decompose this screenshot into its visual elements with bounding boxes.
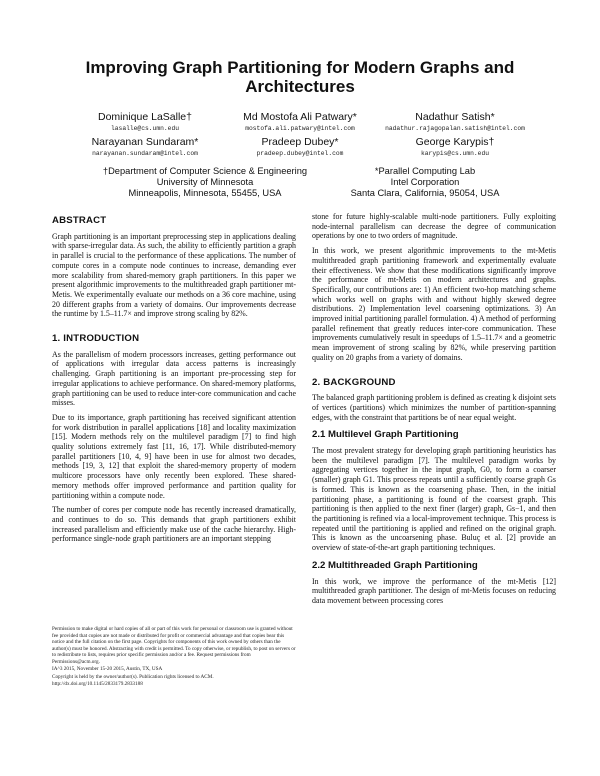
right-column xyxy=(312,212,556,611)
author-email: karypis@cs.umn.edu xyxy=(420,150,490,157)
doi-link[interactable]: http://dx.doi.org/10.1145/2833179.2833188 xyxy=(52,681,143,687)
author-email: mostofa.ali.patwary@intel.com xyxy=(245,125,355,132)
author-block xyxy=(215,111,385,133)
author-name: Dominique LaSalle† xyxy=(98,111,192,123)
author-block xyxy=(60,136,230,158)
author-name: Pradeep Dubey* xyxy=(261,136,339,148)
author-name: Md Mostofa Ali Patwary* xyxy=(243,111,357,123)
paper-title: Improving Graph Partitioning for Modern Graphs and Architectures xyxy=(85,58,515,96)
author-email: narayanan.sundaram@intel.com xyxy=(92,150,198,157)
left-column xyxy=(52,212,296,549)
affiliation-line: †Department of Computer Science & Engineering xyxy=(102,166,308,176)
affiliation-umn xyxy=(85,166,325,199)
background-paragraph: The balanced graph partitioning problem is defined as creating k disjoint sets of vertices (partitions) which minimizes the number of partition-spanning edges, with the constraint that partitions be of near equal weight. xyxy=(312,393,556,422)
author-email: lasalle@cs.umn.edu xyxy=(110,125,180,132)
multilevel-paragraph: The most prevalent strategy for developing graph partitioning heuristics has been the multilevel paradigm [7]. The multilevel paradigm works by aggregating vertices together in the input graph, G0, to form a coarser (smaller) graph G1. This process repeats until a sufficiently coarse graph Gs is formed. This is known as the coarsening phase. Then, in the initial partitioning phase, a partitioning is found of the coarsest graph. This partitioning is then applied to the next finer (larger) graph, Gs−1, and then the partitioning is refined via a local-improvement technique. This process is repeated until the partitioning is applied and refined on the original graph. This is known as the uncoarsening phase. Buluç et al. [2] provide an overview of state-of-the-art graph partitioning techniques. xyxy=(312,446,556,553)
conference-line: IA^3 2015, November 15-20 2015, Austin, TX, USA xyxy=(52,666,163,672)
abstract-text: Graph partitioning is an important preprocessing step in applications dealing with sparse-irregular data. As such, the ability to efficiently partition a graph in parallel is crucial to the performance of these applications. The number of compute cores in a compute node continues to increase, demanding ever more scalability from shared-memory graph partitioners. In this paper we present algorithmic improvements to the multithreaded graph partitioner mt-Metis. We experimentally evaluate our methods on a 36 core machine, using 20 different graphs from a variety of domains. Our improvements decrease the runtime by 1.5–11.7× and improve strong scaling by 82%. xyxy=(52,231,296,319)
affiliation-line: *Parallel Computing Lab xyxy=(374,166,476,176)
author-block xyxy=(370,136,540,158)
affiliation-line: Santa Clara, California, 95054, USA xyxy=(350,188,500,198)
background-heading: 2. BACKGROUND xyxy=(312,376,396,388)
intro-heading: 1. INTRODUCTION xyxy=(52,333,140,345)
author-block xyxy=(60,111,230,133)
affiliation-line: Intel Corporation xyxy=(390,177,460,187)
intro-paragraph-4: stone for future highly-scalable multi-node partitioners. Fully exploiting node-internal parallelism can decrease the degree of communication operations by one to two orders of magnitude. xyxy=(312,212,556,241)
author-email: nadathur.rajagopalan.satish@intel.com xyxy=(385,125,525,132)
author-name: George Karypis† xyxy=(415,136,495,148)
affiliation-intel xyxy=(325,166,525,199)
multilevel-heading: 2.1 Multilevel Graph Partitioning xyxy=(312,429,459,441)
affiliation-line: Minneapolis, Minnesota, 55455, USA xyxy=(128,188,282,198)
author-block xyxy=(215,136,385,158)
permission-notice: Permission to make digital or hard copies of all or part of this work for personal or classroom use is granted without fee provided that copies are not made or distributed for profit or commercial advantage and that copies bear this notice and the full citation on the first page. Copyrights for components of this work owned by others than the author(s) must be honored. Abstracting with credit is permitted. To copy otherwise, or republish, to post on servers or to redistribute to lists, requires prior specific permission and/or a fee. Request permissions from Permissions@acm.org. xyxy=(52,626,296,665)
copyright-line: Copyright is held by the owner/author(s). Publication rights licensed to ACM. xyxy=(52,673,214,680)
multithreaded-paragraph: In this work, we improve the performance of the mt-Metis [12] multithreaded graph partitioner. The design of mt-Metis focuses on reducing data movement between processing cores xyxy=(312,576,556,605)
intro-paragraph-3: The number of cores per compute node has recently increased dramatically, and continues to do so. This demands that graph partitioners exhibit increased parallelism and efficiently make use of the cache hierarchy. High-performance single-node graph partitioners are an important stepping xyxy=(52,505,296,544)
copyright-footnote xyxy=(52,626,296,689)
author-name: Narayanan Sundaram* xyxy=(91,136,199,148)
abstract-heading: ABSTRACT xyxy=(52,215,107,226)
intro-paragraph-5: In this work, we present algorithmic improvements to the mt-Metis multithreaded graph partitioning framework and experimentally evaluate their effectiveness. We show that these modifications significantly improve the performance of mt-Metis on modern architectures and graphs. Specifically, our contributions are: 1) An efficient two-hop matching scheme which works well on graphs with and without highly skewed degree distributions. 2) Implementation level coarsening optimizations. 3) An improved initial partitioning parallel formulation. 4) A method of performing parallel refinement that greatly reduces inter-core communication. These improvements cumulatively result in speedups of 1.5–11.7× and a geometric mean improvement of strong scaling by 82%, while preserving partition quality on 20 graphs from a variety of domains. xyxy=(312,246,556,362)
affiliation-line: University of Minnesota xyxy=(156,177,254,187)
intro-paragraph-1: As the parallelism of modern processors increases, getting performance out of applications with irregular data access patterns is increasingly challenging. Graph partitioning is an important pre-processing step for irregular applications to achieve performance. On shared-memory platforms, graph partitioning can be used to reduce inter-core communication and cache misses. xyxy=(52,349,296,408)
author-block xyxy=(370,111,540,133)
author-name: Nadathur Satish* xyxy=(415,111,495,123)
multithreaded-heading: 2.2 Multithreaded Graph Partitioning xyxy=(312,559,478,571)
intro-paragraph-2: Due to its importance, graph partitioning has received significant attention for work distribution in parallel applications [18] and locality maximization [15]. Modern methods rely on the multilevel paradigm [7] to find high quality solutions extremely fast [11, 16, 17]. While distributed-memory parallel partitioners [10, 4, 9] have been in use for almost two decades, methods [19, 3, 12] that exploit the shared-memory property of modern multicore processors have only recently been explored. These shared-memory methods offer improved performance and partition quality for partitioning within a compute node. xyxy=(52,412,296,500)
author-email: pradeep.dubey@intel.com xyxy=(256,150,344,157)
